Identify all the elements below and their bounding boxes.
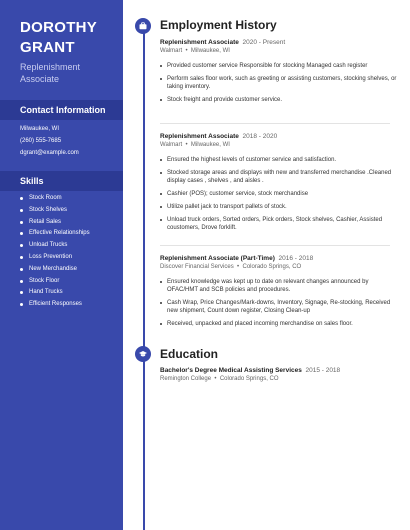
job-company: Discover Financial Services — [160, 264, 234, 270]
job-location: Milwaukee, WI — [190, 142, 230, 148]
job-bullet: Ensured the highest levels of customer service and satisfaction. — [160, 156, 400, 164]
skills-heading-band — [0, 171, 123, 191]
job-location: Milwaukee, WI — [190, 48, 230, 54]
job-entry — [160, 38, 400, 109]
skills-list — [20, 195, 90, 313]
job-bullet: Cash Wrap, Price Changes/Mark-downs, Inventory, Signage, Re-stocking, Received new shipment, Count down register, Closing Clean-up — [160, 299, 400, 315]
job-bullets — [160, 62, 400, 104]
employment-heading: Employment History — [160, 18, 277, 32]
first-name: DOROTHY — [20, 19, 98, 36]
skills-heading: Skills — [20, 176, 44, 186]
job-company: Walmart — [160, 142, 183, 148]
briefcase-icon — [135, 18, 151, 34]
section-divider — [160, 123, 390, 124]
sidebar — [0, 0, 123, 530]
last-name: GRANT — [20, 39, 75, 56]
skill-item: Hand Trucks — [20, 289, 90, 301]
school-location: Colorado Springs, CO — [219, 376, 279, 382]
separator-dot: • — [237, 264, 240, 270]
job-role — [20, 61, 120, 85]
job-bullet: Received, unpacked and placed incoming merchandise on sales floor. — [160, 320, 400, 328]
education-heading: Education — [160, 347, 219, 361]
job-title: Replenishment Associate — [160, 133, 239, 140]
job-bullets — [160, 278, 400, 328]
skill-item: Efficient Responses — [20, 301, 90, 313]
job-title: Replenishment Associate — [160, 39, 239, 46]
skill-item: Effective Relationships — [20, 230, 90, 242]
education-dates: 2015 - 2018 — [305, 367, 341, 374]
job-bullet: Utilize pallet jack to transport pallets of stock. — [160, 203, 400, 211]
job-bullet: Provided customer service Responsible for stocking Managed cash register — [160, 62, 400, 70]
contact-phone[interactable]: (260) 555-7685 — [20, 138, 62, 144]
skill-item: Stock Floor — [20, 278, 90, 290]
skill-item: Loss Prevention — [20, 254, 90, 266]
skill-item: Stock Shelves — [20, 207, 90, 219]
section-divider — [160, 245, 390, 246]
job-bullet: Perform sales floor work, such as greeting or assisting customers, stocking shelves, or taking inventory. — [160, 75, 400, 91]
role-line-2: Associate — [20, 74, 60, 84]
timeline-line — [143, 25, 145, 530]
candidate-name — [20, 18, 120, 58]
separator-dot: • — [214, 376, 217, 382]
separator-dot: • — [185, 142, 188, 148]
job-dates: 2016 - 2018 — [278, 255, 314, 262]
separator-dot: • — [185, 48, 188, 54]
skill-item: Unload Trucks — [20, 242, 90, 254]
job-bullet: Stocked storage areas and displays with new and transferred merchandise .Cleaned display cases , shelves , and aisles . — [160, 169, 400, 185]
contact-heading: Contact Information — [20, 105, 106, 115]
education-entry — [160, 366, 400, 383]
job-dates: 2018 - 2020 — [242, 133, 278, 140]
degree-title: Bachelor's Degree Medical Assisting Services — [160, 367, 302, 374]
skill-item: New Merchandise — [20, 266, 90, 278]
job-bullets — [160, 156, 400, 232]
job-title: Replenishment Associate (Part-Time) — [160, 255, 275, 262]
contact-email[interactable]: dgrant@example.com — [20, 150, 79, 156]
job-bullet: Stock freight and provide customer service. — [160, 96, 400, 104]
skill-item: Stock Room — [20, 195, 90, 207]
school-name: Remington College — [160, 376, 212, 382]
job-bullet: Ensured knowledge was kept up to date on relevant changes announced by OFAC/HMT and SCB policies and procedures. — [160, 278, 400, 294]
contact-city: Milwaukee, WI — [20, 126, 60, 132]
job-bullet: Cashier (POS); customer service, stock merchandise — [160, 190, 400, 198]
job-company: Walmart — [160, 48, 183, 54]
job-dates: 2020 - Present — [242, 39, 286, 46]
role-line-1: Replenishment — [20, 62, 81, 72]
graduation-cap-icon — [135, 346, 151, 362]
job-entry — [160, 132, 400, 237]
job-bullet: Unload truck orders, Sorted orders, Pick orders, Stock shelves, Cashier, Assisted coustomers, Drove forklift. — [160, 216, 400, 232]
job-entry — [160, 254, 400, 333]
skill-item: Retail Sales — [20, 219, 90, 231]
job-location: Colorado Springs, CO — [242, 264, 302, 270]
